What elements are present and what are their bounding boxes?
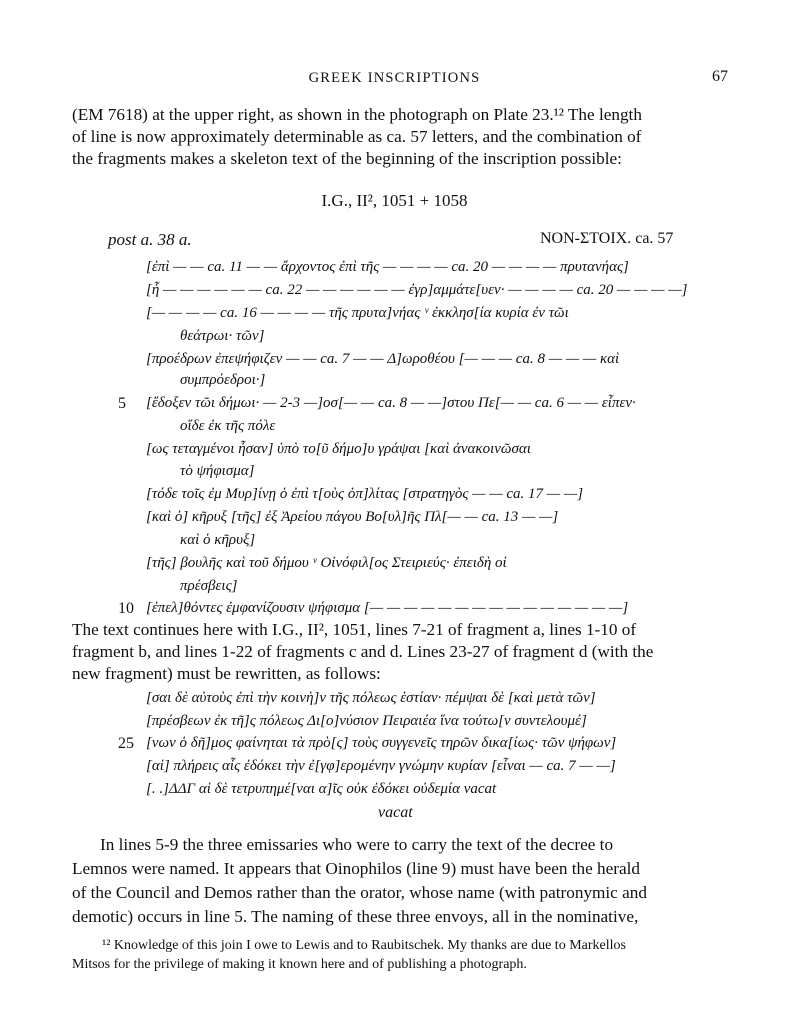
vacat-note: vacat: [378, 804, 413, 821]
greek-line: [πρέσβεων ἐκ τῆ]ς πόλεως Δι[ο]νύσιον Πειραιέα ἵνα τούτω[ν συντελουμέ]: [146, 713, 587, 729]
text-line: fragment b, and lines 1-22 of fragments c and d. Lines 23-27 of fragment d (with the: [72, 642, 654, 661]
discussion-paragraph: [72, 833, 722, 929]
greek-line: τὸ ψήφισμα]: [180, 463, 255, 479]
greek-line: [καὶ ὁ] κῆρυξ [τῆς] ἐξ Ἀρείου πάγου Βο[υλ]ῆς Πλ[— — ca. 13 — —]: [146, 509, 559, 525]
greek-line: [προέδρων ἐπεψήφιζεν — — ca. 7 — — Δ]ωροθέου [— — — ca. 8 — — — καὶ: [146, 351, 620, 367]
greek-line: [ἧ — — — — — — ca. 22 — — — — — — ἐγρ]αμμάτε[υεν· — — — — ca. 20 — — — —]: [146, 282, 688, 298]
continuation-paragraph: [72, 619, 722, 685]
greek-line: πρέσβεις]: [180, 578, 238, 594]
text-line: demotic) occurs in line 5. The naming of these three envoys, all in the nominative,: [72, 907, 639, 926]
text-line: new fragment) must be rewritten, as follows:: [72, 664, 381, 683]
greek-line: θεάτρωι· τῶν]: [180, 328, 265, 344]
greek-line: οἵδε ἐκ τῆς πόλε: [180, 418, 276, 434]
line-number: 10: [118, 600, 134, 617]
greek-line: [ἔδοξεν τῶι δήμωι· — 2-3 —]οσ[— — ca. 8 — —]στου Πε[— — ca. 6 — — εἶπεν·: [146, 395, 636, 411]
stoichedon-note: NON-ΣΤΟΙΧ. ca. 57: [540, 230, 674, 247]
greek-line: [αἱ] πλήρεις αἷς ἐδόκει τὴν ἐ[γφ]ερομένην γνώμην κυρίαν [εἶναι — ca. 7 — —]: [146, 758, 616, 774]
line-number: 5: [118, 395, 126, 412]
line-number: 25: [118, 735, 134, 752]
text-line: In lines 5-9 the three emissaries who were to carry the text of the decree to: [100, 835, 614, 854]
text-line: The text continues here with I.G., II², 1051, lines 7-21 of fragment a, lines 1-10 of: [72, 620, 637, 639]
text-line: Lemnos were named. It appears that Oinophilos (line 9) must have been the herald: [72, 859, 640, 878]
text-line: of the Council and Demos rather than the orator, whose name (with patronymic and: [72, 883, 647, 902]
footnote-line: ¹² Knowledge of this join I owe to Lewis and to Raubitschek. My thanks are due to Markellos: [102, 938, 626, 953]
greek-line: [ἐπὶ — — ca. 11 — — ἄρχοντος ἐπὶ τῆς — — — — ca. 20 — — — — πρυτανήας]: [146, 259, 629, 275]
text-line: of line is now approximately determinable as ca. 57 letters, and the combination of: [72, 127, 642, 146]
text-line: (EM 7618) at the upper right, as shown in the photograph on Plate 23.¹² The length: [72, 105, 642, 124]
greek-line: συμπρόεδροι·]: [180, 372, 266, 388]
text-line: the fragments makes a skeleton text of the beginning of the inscription possible:: [72, 149, 622, 168]
page-number: 67: [712, 68, 728, 85]
intro-paragraph: [72, 104, 722, 170]
greek-line: [σαι δὲ αὐτοὺς ἐπὶ τὴν κοινὴ]ν τῆς πόλεως ἑστίαν· πέμψαι δὲ [καὶ μετὰ τῶν]: [146, 690, 596, 706]
greek-line: [νων ὁ δῆ]μος φαίνηται τὰ πρὸ[ς] τοὺς συγγενεῖς τηρῶν δικα[ίως· τῶν ψήφων]: [146, 735, 617, 751]
greek-line: [ως τεταγμένοι ἦσαν] ὑπὸ το[ῦ δήμο]υ γράψαι [καὶ ἀνακοινῶσαι: [146, 441, 531, 457]
greek-line: [τῆς] βουλῆς καὶ τοῦ δήμου ᵛ Οἰνόφιλ[ος Στειριεύς· ἐπειδὴ οἱ: [146, 555, 507, 571]
footnote: [72, 936, 722, 974]
greek-line: [— — — — ca. 16 — — — — τῆς πρυτα]νήας ᵛ ἐκκλησ[ία κυρία ἐν τῶι: [146, 305, 569, 321]
greek-line: [. .]ΔΔΓ αἱ δὲ τετρυπημέ[ναι α]ῖς οὐκ ἐδόκει οὐδεμία vacat: [146, 781, 497, 797]
dating: post a. 38 a.: [108, 230, 192, 249]
footnote-line: Mitsos for the privilege of making it known here and of publishing a photograph.: [72, 957, 527, 972]
running-title: GREEK INSCRIPTIONS: [308, 70, 481, 86]
greek-line: καὶ ὁ κῆρυξ]: [180, 532, 256, 548]
greek-line: [ἐπελ]θόντες ἐμφανίζουσιν ψήφισμα [— — — — — — — — — — — — — — —]: [146, 600, 629, 616]
greek-line: [τόδε τοῖς ἐμ Μυρ]ίνῃ ὁ ἐπὶ τ[οὺς ὁπ]λίτας [στρατηγὸς — — ca. 17 — —]: [146, 486, 584, 502]
inscription-heading: I.G., II², 1051 + 1058: [321, 191, 468, 210]
